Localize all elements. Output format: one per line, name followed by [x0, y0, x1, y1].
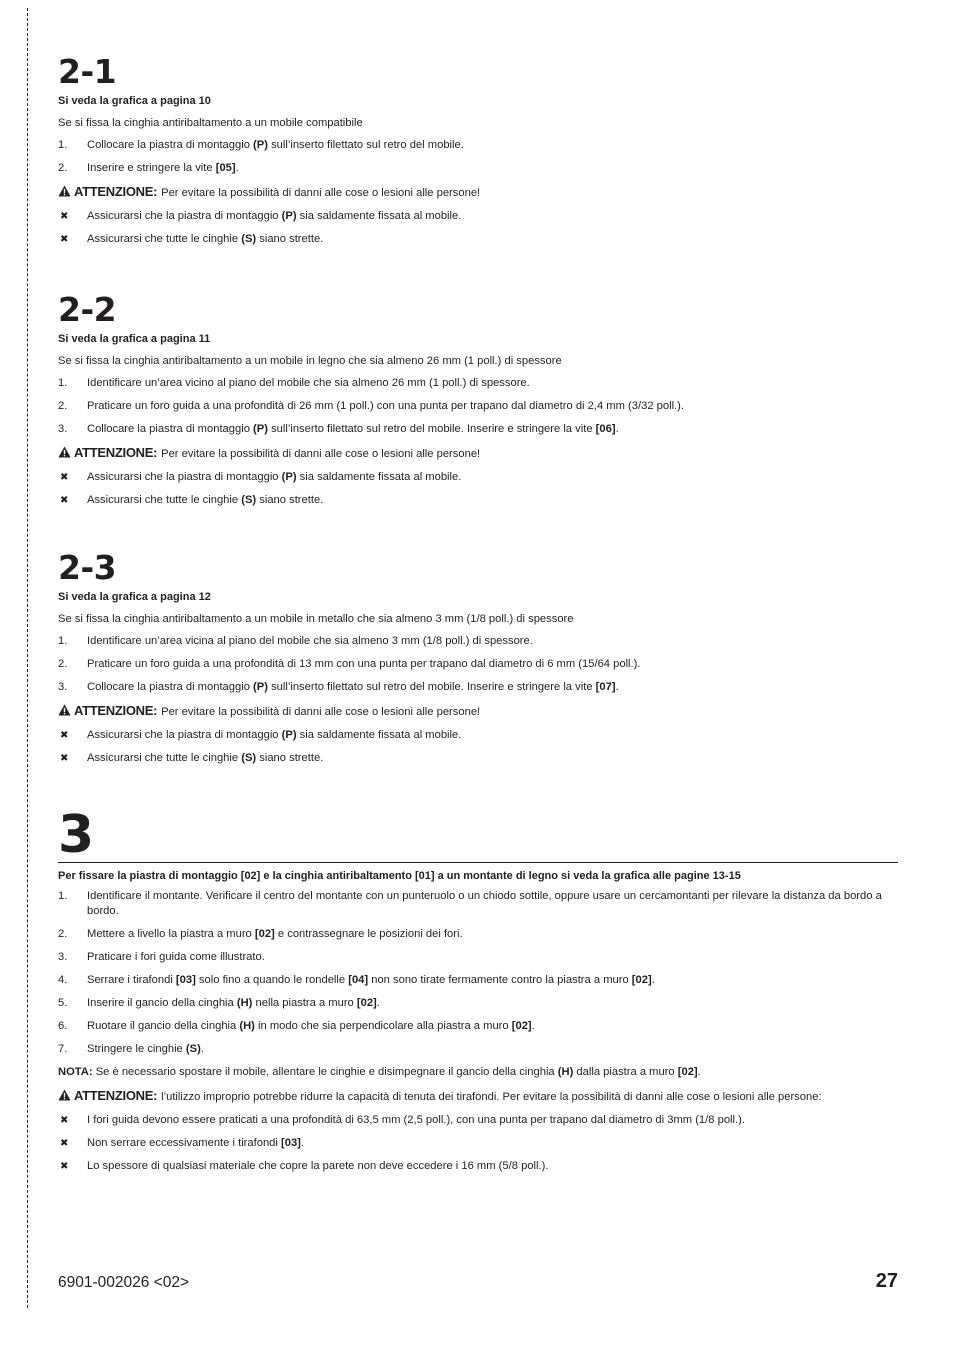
bullet-list [58, 728, 898, 766]
steps-list [58, 376, 898, 437]
warning-label: ATTENZIONE: [74, 184, 158, 199]
step-item [58, 680, 898, 695]
step-number: 2. [58, 928, 68, 940]
step-number: 1. [58, 635, 68, 647]
step-text: Ruotare il gancio della cinghia (H) in modo che sia perpendicolare alla piastra a muro [02]. [87, 1020, 535, 1032]
warning-label: ATTENZIONE: [74, 445, 158, 460]
warning-line [58, 184, 898, 201]
section-intro: Se si fissa la cinghia antiribaltamento a un mobile in metallo che sia almeno 3 mm (1/8 poll.) di spessore [58, 613, 574, 625]
bullet-text: Assicurarsi che la piastra di montaggio (P) sia saldamente fissata al mobile. [87, 471, 462, 483]
step-text: Stringere le cinghie (S). [87, 1043, 204, 1055]
step-item [58, 422, 898, 437]
step-item [58, 399, 898, 414]
step-text: Inserire e stringere la vite [05]. [87, 162, 239, 174]
section-3 [58, 805, 898, 1174]
step-number: 2. [58, 162, 68, 174]
step-item [58, 973, 898, 988]
section-intro: Se si fissa la cinghia antiribaltamento a un mobile compatibile [58, 117, 363, 129]
warning-icon [58, 446, 71, 458]
warning-label: ATTENZIONE: [74, 1088, 158, 1103]
note-text: NOTA: Se è necessario spostare il mobile, allentare le cinghie e disimpegnare il gancio della cinghia (H) dalla piastra a muro [02]. [58, 1066, 701, 1078]
bullet-item [58, 209, 898, 224]
step-number: 3. [58, 951, 68, 963]
bullet-icon: ✖ [60, 211, 69, 222]
step-item [58, 376, 898, 391]
bullet-icon: ✖ [60, 495, 69, 506]
section-intro: Se si fissa la cinghia antiribaltamento a un mobile in legno che sia almeno 26 mm (1 poll.) di spessore [58, 355, 562, 367]
bullet-text: Assicurarsi che la piastra di montaggio (P) sia saldamente fissata al mobile. [87, 729, 462, 741]
step-text: Collocare la piastra di montaggio (P) sull’inserto filettato sul retro del mobile. [87, 139, 464, 151]
step-text: Identificare un’area vicino al piano del mobile che sia almeno 26 mm (1 poll.) di spessore. [87, 377, 530, 389]
steps-list [58, 634, 898, 695]
section-title: 2-2 [58, 290, 117, 329]
step-item [58, 889, 898, 919]
step-text: Inserire il gancio della cinghia (H) nella piastra a muro [02]. [87, 997, 380, 1009]
section-subtitle: Per fissare la piastra di montaggio [02] e la cinghia antiribaltamento [01] a un montante di legno si veda la grafica alle pagine 13-15 [58, 870, 741, 882]
step-text: Identificare il montante. Verificare il centro del montante con un punteruolo o un chiodo sottile, oppure usare un cercamontanti per rilevare la distanza da bordo a bordo. [87, 890, 882, 917]
bullet-icon: ✖ [60, 1161, 69, 1172]
steps-list [58, 138, 898, 176]
warning-line [58, 703, 898, 720]
bullet-icon: ✖ [60, 730, 69, 741]
bullet-item [58, 728, 898, 743]
warning-icon [58, 185, 71, 197]
bullet-item [58, 751, 898, 766]
bullet-icon: ✖ [60, 1138, 69, 1149]
step-text: Identificare un’area vicina al piano del mobile che sia almeno 3 mm (1/8 poll.) di spessore. [87, 635, 533, 647]
document-code: 6901-002026 <02> [58, 1274, 190, 1291]
step-item [58, 161, 898, 176]
section-2-1 [58, 54, 898, 247]
step-number: 1. [58, 139, 68, 151]
section-subtitle: Si veda la grafica a pagina 12 [58, 591, 211, 603]
bullet-icon: ✖ [60, 472, 69, 483]
step-item [58, 996, 898, 1011]
step-number: 2. [58, 658, 68, 670]
step-item [58, 950, 898, 965]
bullet-text: Assicurarsi che tutte le cinghie (S) siano strette. [87, 233, 324, 245]
bullet-text: Assicurarsi che tutte le cinghie (S) siano strette. [87, 752, 324, 764]
bullet-icon: ✖ [60, 753, 69, 764]
section-title: 2-3 [58, 548, 117, 587]
section-header [58, 805, 898, 865]
section-2-3 [58, 550, 898, 766]
warning-text: l’utilizzo improprio potrebbe ridurre la capacità di tenuta dei tirafondi. Per evitare la possibilità di danni alle cose o lesioni alle persone: [161, 1091, 822, 1103]
step-text: Praticare un foro guida a una profondità di 13 mm con una punta per trapano dal diametro di 6 mm (15/64 poll.). [87, 658, 641, 670]
section-2-2 [58, 292, 898, 508]
page-number: 27 [875, 1270, 898, 1292]
step-text: Praticare un foro guida a una profondità di 26 mm (1 poll.) con una punta per trapano dal diametro di 2,4 mm (3/32 poll.). [87, 400, 685, 412]
bullet-list [58, 470, 898, 508]
step-text: Collocare la piastra di montaggio (P) sull’inserto filettato sul retro del mobile. Inserire e stringere la vite [06]. [87, 423, 619, 435]
step-text: Praticare i fori guida come illustrato. [87, 951, 265, 963]
step-number: 3. [58, 681, 68, 693]
step-number: 5. [58, 997, 68, 1009]
bullet-text: Assicurarsi che tutte le cinghie (S) siano strette. [87, 494, 324, 506]
step-item [58, 657, 898, 672]
bullet-item [58, 1159, 898, 1174]
bullet-icon: ✖ [60, 1115, 69, 1126]
steps-list [58, 889, 898, 1057]
bullet-text: Assicurarsi che la piastra di montaggio (P) sia saldamente fissata al mobile. [87, 210, 462, 222]
bullet-text: Lo spessore di qualsiasi materiale che copre la parete non deve eccedere i 16 mm (5/8 poll.). [87, 1160, 549, 1172]
section-subtitle: Si veda la grafica a pagina 10 [58, 95, 211, 107]
section-title: 3 [58, 805, 94, 865]
section-subtitle: Si veda la grafica a pagina 11 [58, 333, 211, 345]
step-item [58, 634, 898, 649]
bullet-item [58, 470, 898, 485]
bullet-text: I fori guida devono essere praticati a una profondità di 63,5 mm (2,5 poll.), con una punta per trapano dal diametro di 3mm (1/8 poll.). [87, 1114, 745, 1126]
warning-icon [58, 1089, 71, 1101]
section-title: 2-1 [58, 52, 117, 91]
step-text: Mettere a livello la piastra a muro [02] e contrassegnare le posizioni dei fori. [87, 928, 463, 940]
step-number: 6. [58, 1020, 68, 1032]
warning-text: Per evitare la possibilità di danni alle cose o lesioni alle persone! [161, 187, 481, 199]
cut-line [27, 8, 28, 1308]
warning-line [58, 1088, 898, 1105]
warning-text: Per evitare la possibilità di danni alle cose o lesioni alle persone! [161, 448, 481, 460]
bullet-item [58, 493, 898, 508]
bullet-icon: ✖ [60, 234, 69, 245]
warning-text: Per evitare la possibilità di danni alle cose o lesioni alle persone! [161, 706, 481, 718]
step-number: 3. [58, 423, 68, 435]
warning-icon [58, 704, 71, 716]
step-item [58, 927, 898, 942]
bullet-item [58, 1136, 898, 1151]
bullet-item [58, 232, 898, 247]
step-text: Serrare i tirafondi [03] solo fino a quando le rondelle [04] non sono tirate fermamente contro la piastra a muro [02]. [87, 974, 655, 986]
bullet-text: Non serrare eccessivamente i tirafondi [03]. [87, 1137, 305, 1149]
step-item [58, 1042, 898, 1057]
step-item [58, 1019, 898, 1034]
step-item [58, 138, 898, 153]
step-text: Collocare la piastra di montaggio (P) sull’inserto filettato sul retro del mobile. Inserire e stringere la vite [07]. [87, 681, 619, 693]
bullet-list [58, 1113, 898, 1174]
step-number: 2. [58, 400, 68, 412]
step-number: 7. [58, 1043, 68, 1055]
warning-line [58, 445, 898, 462]
step-number: 1. [58, 890, 68, 902]
warning-label: ATTENZIONE: [74, 703, 158, 718]
bullet-list [58, 209, 898, 247]
bullet-item [58, 1113, 898, 1128]
step-number: 4. [58, 974, 68, 986]
step-number: 1. [58, 377, 68, 389]
